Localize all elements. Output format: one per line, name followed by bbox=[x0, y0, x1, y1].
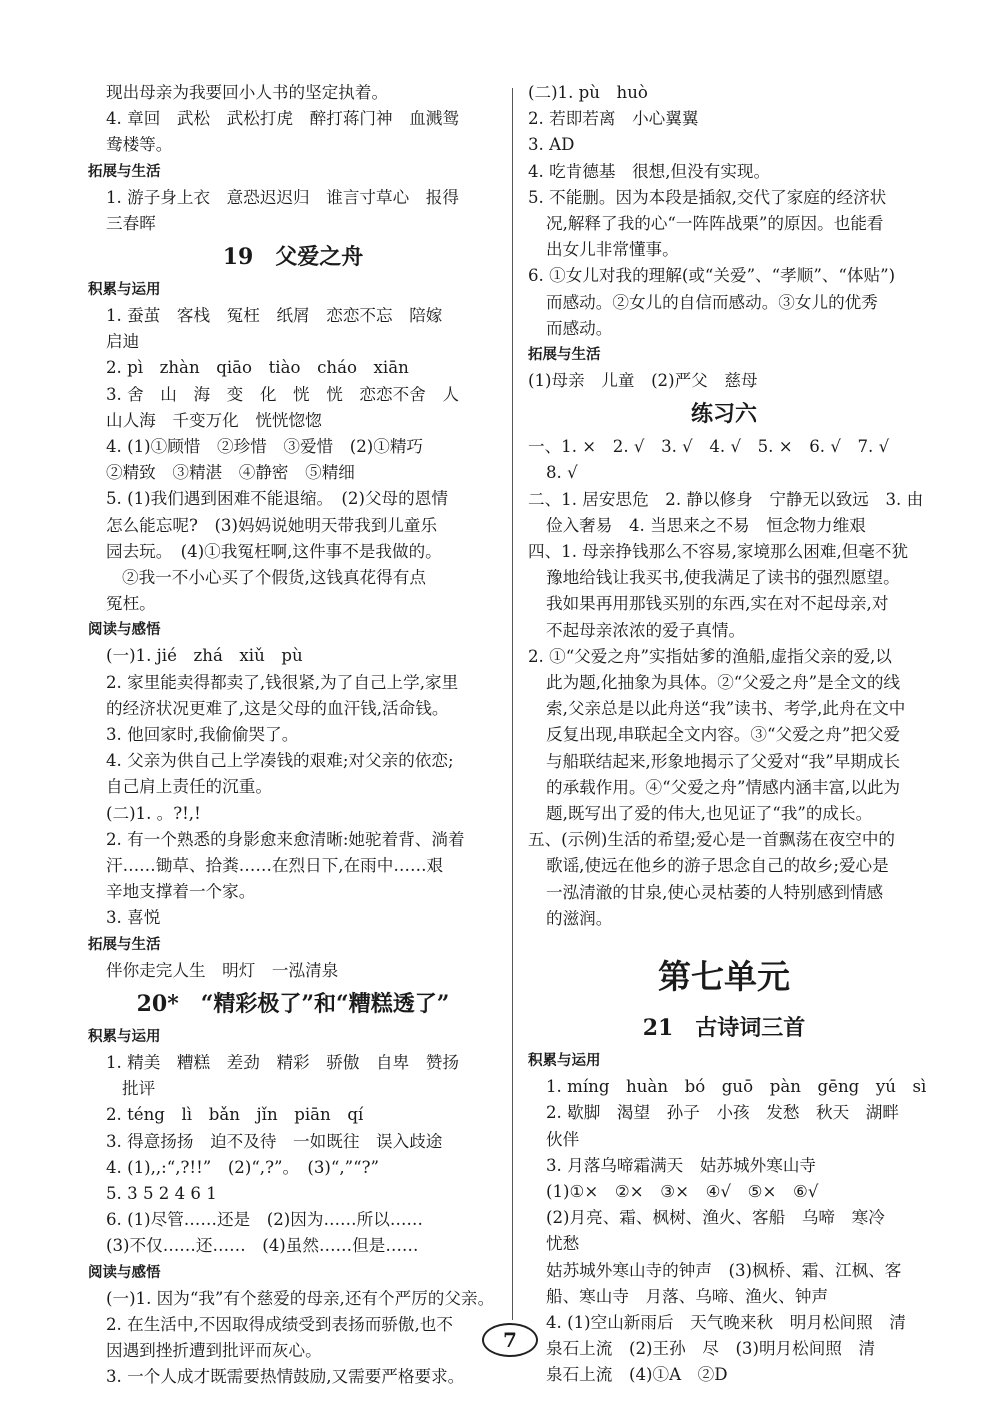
answer-line: 3. 得意扬扬 迫不及待 一如既往 误入歧途 bbox=[106, 1131, 443, 1151]
answer-line: 四、1. 母亲挣钱那么不容易,家境那么困难,但毫不犹 bbox=[528, 542, 909, 562]
answer-line: 况,解释了我的心“一阵阵战栗”的原因。也能看 bbox=[546, 214, 884, 234]
answer-line: 5. 不能删。因为本段是插叙,交代了家庭的经济状 bbox=[528, 187, 887, 207]
answer-line: 因遇到挫折遭到批评而灰心。 bbox=[106, 1340, 322, 1360]
answer-line: 船、寒山寺 月落、乌啼、渔火、钟声 bbox=[546, 1286, 829, 1306]
unit-title: 第七单元 bbox=[658, 957, 790, 997]
answer-line: 1. 精美 糟糕 差劲 精彩 骄傲 自卑 赞扬 bbox=[106, 1052, 459, 1072]
section-heading: 阅读与感悟 bbox=[88, 622, 161, 639]
answer-line: 歌谣,使远在他乡的游子思念自己的故乡;爱心是 bbox=[546, 856, 889, 876]
section-heading: 拓展与生活 bbox=[528, 347, 601, 364]
answer-line: 2. 若即若离 小心翼翼 bbox=[528, 109, 699, 129]
answer-line: 山人海 千变万化 恍恍惚惚 bbox=[106, 410, 322, 430]
answer-line: (二)1. pù huò bbox=[528, 83, 648, 102]
answer-line: 冤枉。 bbox=[106, 594, 156, 614]
answer-line: 泉石上流 (2)王孙 尽 (3)明月松间照 清 bbox=[546, 1339, 876, 1359]
answer-line: 我如果再用那钱买别的东西,实在对不起母亲,对 bbox=[546, 594, 889, 614]
answer-line: 题,既写出了爱的伟大,也见证了“我”的成长。 bbox=[546, 804, 873, 824]
answer-line: 泉石上流 (4)①A ②D bbox=[546, 1365, 728, 1385]
answer-line: 4. 章回 武松 武松打虎 醉打蒋门神 血溅鸳 bbox=[106, 109, 459, 129]
answer-line: 姑苏城外寒山寺的钟声 (3)枫桥、霜、江枫、客 bbox=[546, 1260, 902, 1280]
answer-line: (2)月亮、霜、枫树、渔火、客船 乌啼 寒冷 bbox=[546, 1208, 885, 1228]
section-heading: 拓展与生活 bbox=[88, 936, 161, 953]
section-heading: 积累与运用 bbox=[528, 1053, 601, 1070]
lesson-title: 练习六 bbox=[690, 401, 757, 428]
answer-line: 汗……锄草、拾粪……在烈日下,在雨中……艰 bbox=[106, 856, 444, 876]
answer-line: 自己肩上责任的沉重。 bbox=[106, 777, 272, 797]
answer-line: (1)①× ②× ③× ④√ ⑤× ⑥√ bbox=[546, 1181, 819, 1201]
section-heading: 积累与运用 bbox=[88, 1028, 161, 1045]
answer-line: (一)1. jié zhá xiǔ pù bbox=[106, 646, 303, 666]
answer-line: 3. AD bbox=[528, 135, 575, 155]
answer-line: 2. 在生活中,不因取得成绩受到表扬而骄傲,也不 bbox=[106, 1314, 453, 1334]
answer-line: 4. (1)空山新雨后 天气晚来秋 明月松间照 清 bbox=[546, 1312, 906, 1332]
answer-line: 三春晖 bbox=[106, 213, 156, 233]
answer-line: 二、1. 居安思危 2. 静以修身 宁静无以致远 3. 由 bbox=[528, 489, 924, 509]
answer-line: 一、1. × 2. √ 3. √ 4. √ 5. × 6. √ 7. √ bbox=[528, 437, 890, 457]
answer-line: ②我一不小心买了个假货,这钱真花得有点 bbox=[122, 568, 426, 588]
answer-line: 1. míng huàn bó guō pàn gēng yú sì bbox=[546, 1077, 927, 1097]
answer-line: 的承载作用。④“父爱之舟”情感内涵丰富,以此为 bbox=[546, 777, 901, 797]
lesson-title: 19 父爱之舟 bbox=[222, 244, 364, 271]
answer-line: 伴你走完人生 明灯 一泓清泉 bbox=[106, 960, 339, 980]
answer-line: 4. 父亲为供自己上学凑钱的艰难;对父亲的依恋; bbox=[106, 751, 454, 771]
section-heading: 阅读与感悟 bbox=[88, 1264, 161, 1281]
answer-line: 8. √ bbox=[546, 463, 578, 483]
lesson-title: 20* “精彩极了”和“糟糕透了” bbox=[136, 990, 450, 1017]
answer-line: 五、(示例)生活的希望;爱心是一首飘荡在夜空中的 bbox=[528, 830, 896, 850]
answer-line: 而感动。 bbox=[546, 318, 613, 338]
answer-line: 2. ①“父爱之舟”实指姑爹的渔船,虚指父亲的爱,以 bbox=[528, 646, 892, 666]
answer-line: (一)1. 因为“我”有个慈爱的母亲,还有个严厉的父亲。 bbox=[106, 1288, 495, 1308]
left-column bbox=[88, 80, 498, 1390]
answer-line: 6. ①女儿对我的理解(或“关爱”、“孝顺”、“体贴”) bbox=[528, 266, 896, 286]
answer-line: 辛地支撑着一个家。 bbox=[106, 882, 256, 902]
answer-line: 5. 3 5 2 4 6 1 bbox=[106, 1183, 217, 1203]
answer-line: 1. 蚕茧 客栈 冤枉 纸屑 恋恋不忘 陪嫁 bbox=[106, 306, 443, 326]
right-column bbox=[528, 80, 927, 1389]
answer-line: 此为题,化抽象为具体。②“父爱之舟”是全文的线 bbox=[546, 673, 901, 693]
answer-line: (1)母亲 儿童 (2)严父 慈母 bbox=[528, 371, 758, 391]
answer-line: 6. (1)尽管……还是 (2)因为……所以…… bbox=[106, 1210, 424, 1230]
answer-line: 批评 bbox=[122, 1079, 156, 1099]
answer-line: 的经济状况更难了,这是父母的血汗钱,活命钱。 bbox=[106, 698, 449, 718]
answer-line: 出女儿非常懂事。 bbox=[546, 240, 679, 260]
answer-line: (二)1. 。?!,! bbox=[106, 803, 201, 823]
answer-line: 2. pì zhàn qiāo tiào cháo xiān bbox=[106, 358, 409, 378]
answer-line: 俭入奢易 4. 当思来之不易 恒念物力维艰 bbox=[546, 515, 866, 535]
answer-line: 3. 舍 山 海 变 化 恍 恍 恋恋不舍 人 bbox=[106, 384, 459, 404]
lesson-title: 21 古诗词三首 bbox=[642, 1015, 806, 1042]
answer-line: 2. 有一个熟悉的身影愈来愈清晰:她驼着背、淌着 bbox=[106, 829, 465, 849]
answer-line: 与船联结起来,形象地揭示了父爱对“我”早期成长 bbox=[546, 751, 901, 771]
answer-line: 的滋润。 bbox=[546, 908, 613, 928]
section-heading: 拓展与生活 bbox=[88, 163, 161, 180]
page-number: 7 bbox=[482, 1323, 538, 1357]
answer-line: 4. 吃肯德基 很想,但没有实现。 bbox=[528, 161, 771, 181]
answer-line: 2. téng lì bǎn jǐn piān qí bbox=[106, 1105, 364, 1125]
answer-line: 不起母亲浓浓的爱子真情。 bbox=[546, 620, 746, 640]
answer-line: 启迪 bbox=[106, 332, 140, 352]
answer-line: 2. 歇脚 渴望 孙子 小孩 发愁 秋天 湖畔 bbox=[546, 1103, 899, 1123]
answer-line: 3. 月落乌啼霜满天 姑苏城外寒山寺 bbox=[546, 1155, 817, 1175]
column-divider bbox=[512, 88, 513, 1320]
answer-line: 豫地给钱让我买书,使我满足了读书的强烈愿望。 bbox=[546, 568, 900, 588]
answer-line: 忧愁 bbox=[546, 1234, 580, 1254]
answer-line: 反复出现,串联起全文内容。③“父爱之舟”把父爱 bbox=[546, 725, 901, 745]
answer-line: (3)不仅……还…… (4)虽然……但是…… bbox=[106, 1236, 419, 1256]
answer-line: 4. (1),,:“,?!!” (2)“,?”。 (3)“,”“?” bbox=[106, 1157, 379, 1177]
answer-line: 怎么能忘呢? (3)妈妈说她明天带我到儿童乐 bbox=[106, 515, 438, 535]
answer-line: 鸯楼等。 bbox=[106, 135, 173, 155]
answer-line: 3. 他回家时,我偷偷哭了。 bbox=[106, 725, 299, 745]
answer-line: 3. 喜悦 bbox=[106, 908, 161, 928]
answer-line: 伙伴 bbox=[546, 1129, 580, 1149]
answer-line: 园去玩。 (4)①我冤枉啊,这件事不是我做的。 bbox=[106, 541, 442, 561]
answer-line: 索,父亲总是以此舟送“我”读书、考学,此舟在文中 bbox=[546, 699, 906, 719]
answer-line: 现出母亲为我要回小人书的坚定执着。 bbox=[106, 83, 389, 102]
answer-line: 4. (1)①顾惜 ②珍惜 ③爱惜 (2)①精巧 bbox=[106, 437, 424, 457]
answer-line: 3. 一个人成才既需要热情鼓励,又需要严格要求。 bbox=[106, 1367, 465, 1387]
answer-line: ②精致 ③精湛 ④静密 ⑤精细 bbox=[106, 463, 355, 483]
answer-line: 5. (1)我们遇到困难不能退缩。 (2)父母的恩情 bbox=[106, 489, 448, 509]
answer-line: 1. 游子身上衣 意恐迟迟归 谁言寸草心 报得 bbox=[106, 187, 459, 207]
answer-line: 一泓清澈的甘泉,使心灵枯萎的人特别感到情感 bbox=[546, 882, 884, 902]
section-heading: 积累与运用 bbox=[88, 282, 161, 299]
answer-line: 而感动。②女儿的自信而感动。③女儿的优秀 bbox=[546, 292, 878, 312]
answer-line: 2. 家里能卖得都卖了,钱很紧,为了自己上学,家里 bbox=[106, 672, 459, 692]
